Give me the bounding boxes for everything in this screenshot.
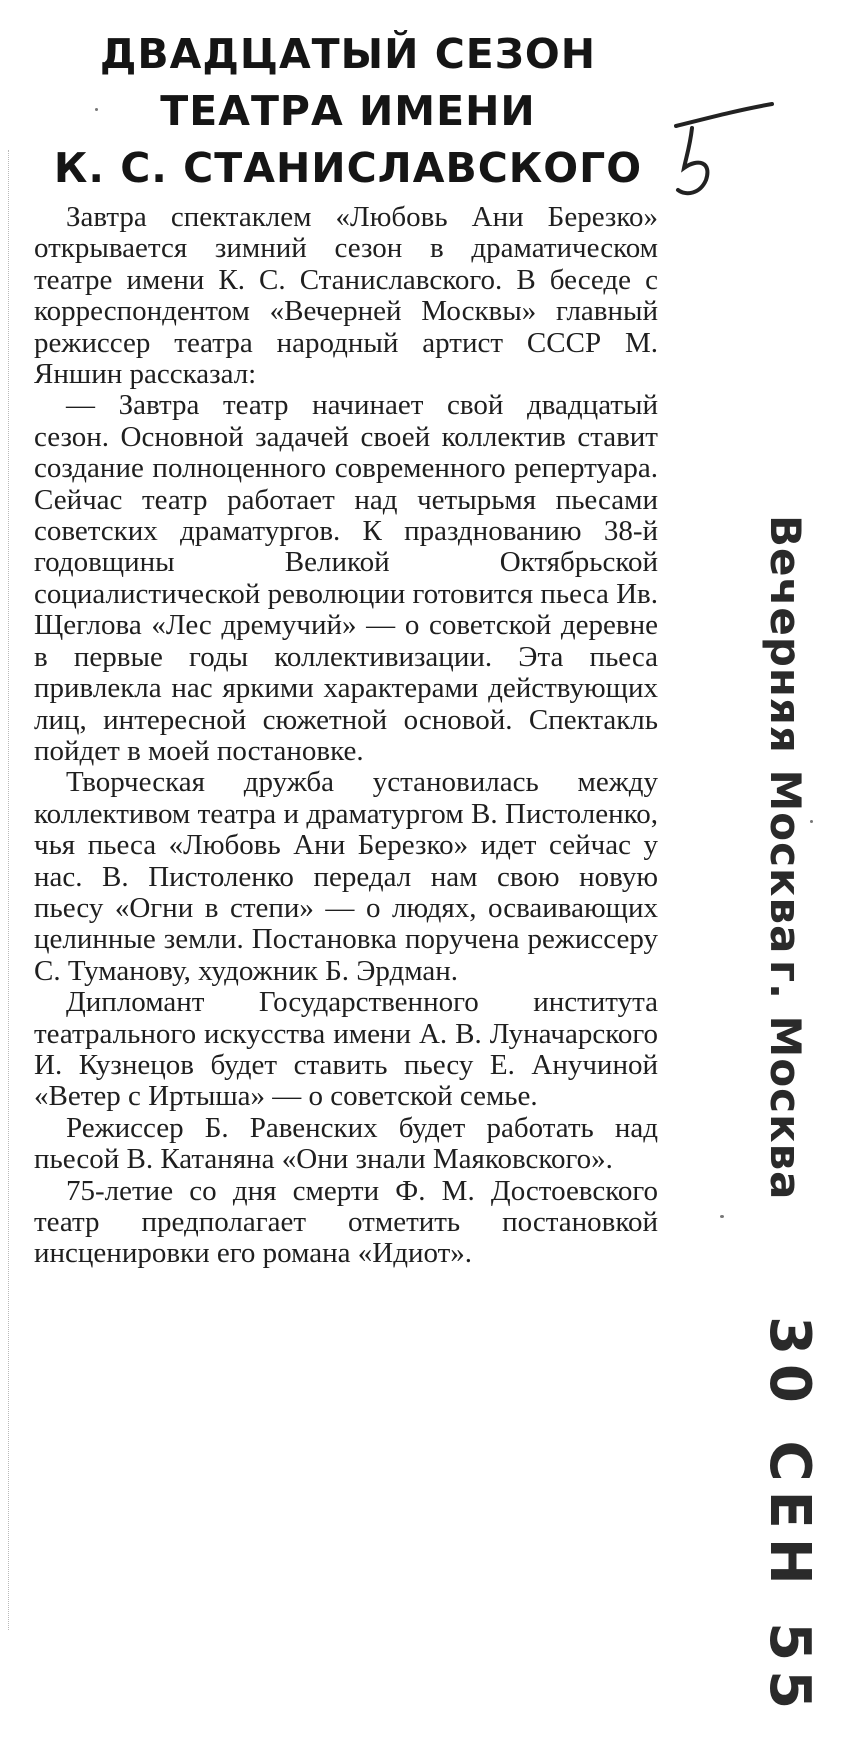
paragraph: Режиссер Б. Равенских будет работать над пьесой В. Катаняна «Они знали Маяковского». <box>34 1111 658 1176</box>
clipping-cut-edge <box>8 150 9 1630</box>
headline-line: ТЕАТРА ИМЕНИ <box>160 87 536 135</box>
paragraph: 75-летие со дня смерти Ф. М. Достоевского театр предполагает отметить постановкой инсценировки его романа «Идиот». <box>34 1174 658 1270</box>
paragraph: Завтра спектаклем «Любовь Ани Березко» открывается зимний сезон в драматическом театре имени К. С. Станиславского. В беседе с корреспондентом «Вечерней Москвы» главный режиссер театра народный артист СССР М. Яншин рассказал: <box>34 201 658 391</box>
headline-line: К. С. СТАНИСЛАВСКОГО <box>53 144 643 192</box>
handwritten-mark-5 <box>668 96 778 206</box>
print-speck <box>810 820 813 823</box>
article-body <box>34 202 658 1270</box>
paragraph: — Завтра театр начинает свой двадцатый сезон. Основной задачей своей коллектив ставит создание полноценного современного репертуара. Сейчас театр работает над четырьмя пьесами советских драматургов. К празднованию 38-й годовщины Великой Октябрьской социалистической революции готовится пьеса Ив. Щеглова «Лес дремучий» — о советской деревне в первые годы коллективизации. Эта пьеса привлекла нас яркими характерами действующих лиц, интересной сюжетной основой. Спектакль пойдет в моей постановке. <box>34 389 658 767</box>
stamp-newspaper-name: Вечерняя Москва <box>761 515 810 955</box>
print-speck <box>720 1215 724 1218</box>
headline-line: ДВАДЦАТЫЙ СЕЗОН <box>99 30 597 78</box>
paragraph: Дипломант Государственного института театрального искусства имени А. В. Луначарского И. Кузнецов будет ставить пьесу Е. Анучиной «Ветер с Иртыша» — о советской семье. <box>34 986 658 1113</box>
print-speck <box>95 108 98 111</box>
stamp-date: 30 СЕН 55 <box>757 1316 822 1719</box>
stamp-city: г. Москва <box>761 960 810 1201</box>
headline <box>18 26 678 197</box>
newspaper-clipping <box>18 20 678 1720</box>
date-stamp <box>757 515 822 1718</box>
paragraph: Творческая дружба установилась между коллективом театра и драматургом В. Пистоленко, чья пьеса «Любовь Ани Березко» идет сейчас у нас. В. Пистоленко передал нам свою новую пьесу «Огни в степи» — о людях, осваивающих целинные земли. Постановка поручена режиссеру С. Туманову, художник Б. Эрдман. <box>34 766 658 987</box>
